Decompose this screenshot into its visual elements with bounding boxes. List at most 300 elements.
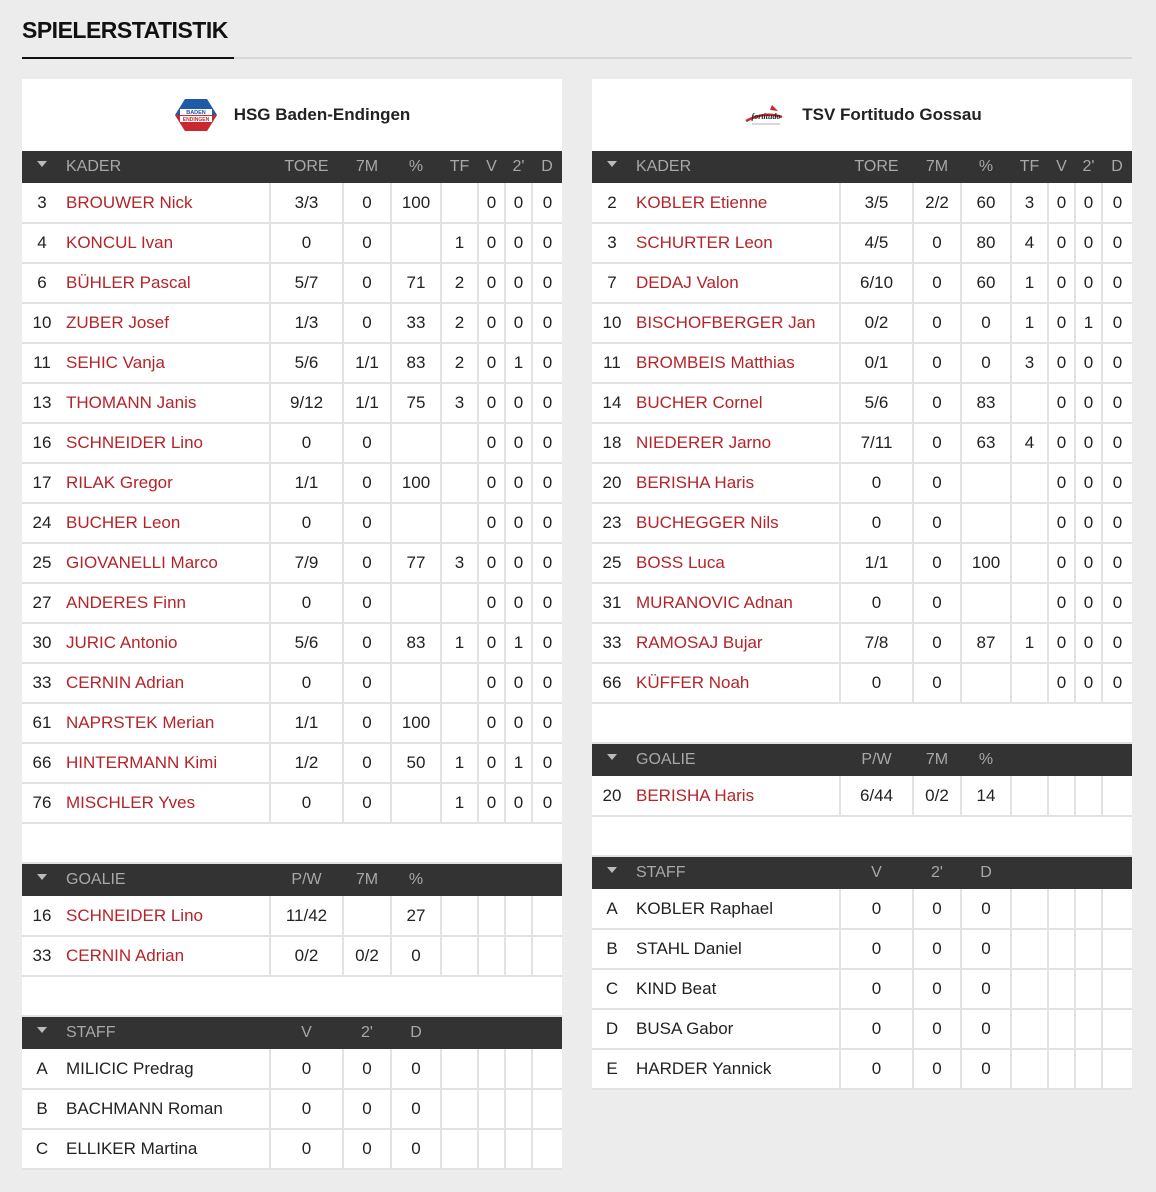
tore-cell: 3/3 xyxy=(270,183,343,223)
name-cell xyxy=(62,183,270,223)
m7-cell: 0 xyxy=(913,383,961,423)
empty-cell xyxy=(1011,1049,1048,1089)
player-name-link[interactable]: MURANOVIC Adnan xyxy=(636,593,793,612)
v-cell: 0 xyxy=(478,623,505,663)
z-cell: 0 xyxy=(1075,543,1102,583)
empty-cell xyxy=(505,1089,532,1129)
m7-cell: 0 xyxy=(913,463,961,503)
m7-cell: 0 xyxy=(343,623,391,663)
d-cell: 0 xyxy=(391,1089,441,1129)
column-header xyxy=(505,1017,532,1049)
player-name-link[interactable]: RAMOSAJ Bujar xyxy=(636,633,763,652)
empty-cell xyxy=(532,1089,562,1129)
pct-cell: 0 xyxy=(391,936,441,976)
player-name-link[interactable]: KÜFFER Noah xyxy=(636,673,750,692)
z-cell: 0 xyxy=(1075,343,1102,383)
m7-cell: 0 xyxy=(913,583,961,623)
empty-cell xyxy=(1048,929,1075,969)
tore-cell: 1/1 xyxy=(270,463,343,503)
d-cell: 0 xyxy=(1102,383,1132,423)
collapse-caret-icon[interactable] xyxy=(22,864,62,896)
v-cell: 0 xyxy=(478,583,505,623)
v-cell: 0 xyxy=(840,1009,913,1049)
name-cell xyxy=(632,223,840,263)
player-name-link[interactable]: BISCHOFBERGER Jan xyxy=(636,313,816,332)
player-name-link[interactable]: BÜHLER Pascal xyxy=(66,273,191,292)
nr-cell: 3 xyxy=(592,223,632,263)
nr-cell: B xyxy=(22,1089,62,1129)
player-name-link[interactable]: CERNIN Adrian xyxy=(66,946,185,965)
column-header xyxy=(1048,744,1075,776)
collapse-caret-icon[interactable] xyxy=(22,1017,62,1049)
pct-cell xyxy=(391,423,441,463)
column-header: D xyxy=(961,857,1011,889)
empty-cell xyxy=(505,1049,532,1089)
m7-cell: 0 xyxy=(913,543,961,583)
staff-name: MILICIC Predrag xyxy=(66,1058,194,1078)
nr-cell: 61 xyxy=(22,703,62,743)
column-header xyxy=(478,1017,505,1049)
tore-cell: 1/1 xyxy=(270,703,343,743)
z-cell: 0 xyxy=(505,263,532,303)
column-header: V xyxy=(270,1017,343,1049)
empty-cell xyxy=(505,896,532,936)
player-name-link[interactable]: KOBLER Etienne xyxy=(636,192,768,212)
column-header xyxy=(1011,857,1048,889)
pct-cell xyxy=(961,663,1011,703)
m7-cell: 1/1 xyxy=(343,343,391,383)
column-header: 2' xyxy=(505,151,532,183)
name-cell xyxy=(632,183,840,223)
z-cell: 0 xyxy=(343,1049,391,1089)
name-cell xyxy=(632,1049,840,1089)
name-cell xyxy=(62,743,270,783)
d-cell: 0 xyxy=(532,303,562,343)
player-row xyxy=(592,343,1132,383)
d-cell: 0 xyxy=(532,743,562,783)
player-name-link[interactable]: HINTERMANN Kimi xyxy=(66,753,218,772)
name-cell xyxy=(632,463,840,503)
collapse-caret-icon[interactable] xyxy=(592,151,632,183)
player-name-link[interactable]: SEHIC Vanja xyxy=(66,353,165,372)
tore-cell: 0 xyxy=(270,503,343,543)
player-row xyxy=(22,703,562,743)
page-header xyxy=(22,14,1132,59)
z-cell: 1 xyxy=(505,623,532,663)
d-cell: 0 xyxy=(532,223,562,263)
staff-row xyxy=(592,1049,1132,1089)
nr-cell: 66 xyxy=(592,663,632,703)
collapse-caret-icon[interactable] xyxy=(592,857,632,889)
pct-cell xyxy=(391,663,441,703)
z-cell: 0 xyxy=(505,463,532,503)
column-header: 7M xyxy=(913,151,961,183)
name-cell xyxy=(62,263,270,303)
column-header: D xyxy=(532,151,562,183)
fortitudo-gossau-logo xyxy=(742,97,786,133)
tore-cell: 1/2 xyxy=(270,743,343,783)
player-name-link[interactable]: BUCHER Cornel xyxy=(636,393,763,412)
staff-row xyxy=(22,1129,562,1169)
player-name-link[interactable]: BUCHER Leon xyxy=(66,513,181,532)
tf-cell: 3 xyxy=(1011,183,1048,223)
v-cell: 0 xyxy=(1048,663,1075,703)
empty-cell xyxy=(1102,1049,1132,1089)
svg-text:ENDINGEN: ENDINGEN xyxy=(182,117,209,123)
v-cell: 0 xyxy=(478,503,505,543)
player-name-link[interactable]: BERISHA Haris xyxy=(636,785,755,805)
empty-cell xyxy=(441,896,478,936)
pw-cell: 6/44 xyxy=(840,776,913,816)
player-name-link[interactable]: JURIC Antonio xyxy=(66,633,178,652)
nr-cell: B xyxy=(592,929,632,969)
d-cell: 0 xyxy=(1102,263,1132,303)
z-cell: 0 xyxy=(1075,663,1102,703)
m7-cell: 0 xyxy=(343,543,391,583)
empty-cell xyxy=(1102,929,1132,969)
d-cell: 0 xyxy=(532,463,562,503)
tf-cell: 3 xyxy=(441,543,478,583)
z-cell: 0 xyxy=(505,783,532,823)
nr-cell: 33 xyxy=(22,663,62,703)
column-header xyxy=(505,864,532,896)
name-cell xyxy=(62,1049,270,1089)
column-header: TF xyxy=(441,151,478,183)
pw-cell: 0/2 xyxy=(270,936,343,976)
staff-name: HARDER Yannick xyxy=(636,1059,772,1078)
name-cell xyxy=(632,969,840,1009)
empty-cell xyxy=(1075,969,1102,1009)
player-name-link[interactable]: ANDERES Finn xyxy=(66,593,186,612)
v-cell: 0 xyxy=(478,383,505,423)
d-cell: 0 xyxy=(532,183,562,223)
d-cell: 0 xyxy=(391,1129,441,1169)
section-spacer xyxy=(592,704,1132,744)
player-name-link[interactable]: BROUWER Nick xyxy=(66,192,193,212)
player-row xyxy=(22,183,562,223)
collapse-caret-icon[interactable] xyxy=(22,151,62,183)
staff-row xyxy=(22,1049,562,1089)
d-cell: 0 xyxy=(1102,623,1132,663)
empty-cell xyxy=(505,1129,532,1169)
player-name-link[interactable]: DEDAJ Valon xyxy=(636,273,739,292)
empty-cell xyxy=(1011,969,1048,1009)
pct-cell: 0 xyxy=(961,303,1011,343)
empty-cell xyxy=(1102,776,1132,816)
player-name-link[interactable]: BERISHA Haris xyxy=(636,473,755,492)
svg-text:fortitudo: fortitudo xyxy=(751,112,781,121)
tf-cell xyxy=(441,663,478,703)
name-cell xyxy=(62,896,270,936)
staff-name: BACHMANN Roman xyxy=(66,1099,223,1118)
tf-cell: 4 xyxy=(1011,223,1048,263)
m7-cell: 0 xyxy=(343,303,391,343)
column-header: 7M xyxy=(913,744,961,776)
player-row xyxy=(592,383,1132,423)
player-row xyxy=(592,423,1132,463)
goalie-table xyxy=(592,744,1132,817)
nr-cell: 11 xyxy=(592,343,632,383)
z-cell: 0 xyxy=(1075,383,1102,423)
player-row xyxy=(592,263,1132,303)
v-cell: 0 xyxy=(478,223,505,263)
empty-cell xyxy=(1011,1009,1048,1049)
pct-cell xyxy=(391,583,441,623)
player-row xyxy=(592,223,1132,263)
z-cell: 1 xyxy=(1075,303,1102,343)
collapse-caret-icon[interactable] xyxy=(592,744,632,776)
name-cell xyxy=(632,263,840,303)
tf-cell xyxy=(1011,543,1048,583)
column-header xyxy=(1102,857,1132,889)
empty-cell xyxy=(478,1089,505,1129)
pct-cell: 87 xyxy=(961,623,1011,663)
player-name-link[interactable]: THOMANN Janis xyxy=(66,393,197,412)
m7-cell: 0 xyxy=(343,423,391,463)
name-cell xyxy=(62,423,270,463)
pct-cell: 27 xyxy=(391,896,441,936)
tore-cell: 1/3 xyxy=(270,303,343,343)
m7-cell: 0 xyxy=(343,503,391,543)
m7-cell xyxy=(343,896,391,936)
name-cell xyxy=(632,583,840,623)
m7-cell: 0 xyxy=(913,503,961,543)
column-header: GOALIE xyxy=(62,864,270,896)
pct-cell: 60 xyxy=(961,263,1011,303)
tf-cell: 1 xyxy=(1011,263,1048,303)
tf-cell xyxy=(1011,663,1048,703)
v-cell: 0 xyxy=(478,463,505,503)
d-cell: 0 xyxy=(961,1049,1011,1089)
tf-cell: 2 xyxy=(441,343,478,383)
tf-cell: 4 xyxy=(1011,423,1048,463)
tf-cell: 1 xyxy=(1011,303,1048,343)
nr-cell: 33 xyxy=(22,936,62,976)
v-cell: 0 xyxy=(478,663,505,703)
d-cell: 0 xyxy=(532,543,562,583)
player-name-link[interactable]: ZUBER Josef xyxy=(66,313,169,332)
column-header: 7M xyxy=(343,151,391,183)
m7-cell: 0 xyxy=(343,223,391,263)
home-team-panel xyxy=(22,79,562,1170)
column-header: GOALIE xyxy=(632,744,840,776)
tf-cell xyxy=(1011,463,1048,503)
v-cell: 0 xyxy=(1048,223,1075,263)
tore-cell: 1/1 xyxy=(840,543,913,583)
m7-cell: 0 xyxy=(913,343,961,383)
m7-cell: 0/2 xyxy=(913,776,961,816)
player-row xyxy=(22,503,562,543)
z-cell: 0 xyxy=(505,223,532,263)
staff-name: STAHL Daniel xyxy=(636,939,742,958)
column-header xyxy=(1048,857,1075,889)
z-cell: 0 xyxy=(505,383,532,423)
d-cell: 0 xyxy=(1102,343,1132,383)
empty-cell xyxy=(478,896,505,936)
v-cell: 0 xyxy=(478,263,505,303)
nr-cell: 11 xyxy=(22,343,62,383)
pct-cell: 71 xyxy=(391,263,441,303)
player-name-link[interactable]: MISCHLER Yves xyxy=(66,793,196,812)
z-cell: 0 xyxy=(343,1129,391,1169)
m7-cell: 0 xyxy=(913,223,961,263)
nr-cell: C xyxy=(22,1129,62,1169)
name-cell xyxy=(62,1129,270,1169)
d-cell: 0 xyxy=(532,703,562,743)
d-cell: 0 xyxy=(532,343,562,383)
name-cell xyxy=(62,303,270,343)
z-cell: 0 xyxy=(1075,183,1102,223)
z-cell: 0 xyxy=(1075,623,1102,663)
z-cell: 0 xyxy=(1075,583,1102,623)
v-cell: 0 xyxy=(478,543,505,583)
player-row xyxy=(22,383,562,423)
staff-row xyxy=(592,929,1132,969)
table-header-row xyxy=(592,857,1132,889)
player-name-link[interactable]: GIOVANELLI Marco xyxy=(66,553,218,572)
nr-cell: C xyxy=(592,969,632,1009)
pct-cell: 100 xyxy=(391,463,441,503)
player-row xyxy=(22,783,562,823)
v-cell: 0 xyxy=(1048,583,1075,623)
nr-cell: 20 xyxy=(592,463,632,503)
pct-cell: 63 xyxy=(961,423,1011,463)
player-name-link[interactable]: CERNIN Adrian xyxy=(66,673,185,692)
v-cell: 0 xyxy=(840,889,913,929)
tf-cell xyxy=(441,423,478,463)
nr-cell: A xyxy=(592,889,632,929)
player-name-link[interactable]: BUCHEGGER Nils xyxy=(636,513,779,532)
player-name-link[interactable]: SCHURTER Leon xyxy=(636,233,773,252)
v-cell: 0 xyxy=(1048,463,1075,503)
v-cell: 0 xyxy=(478,303,505,343)
player-row xyxy=(592,583,1132,623)
pct-cell: 100 xyxy=(391,703,441,743)
d-cell: 0 xyxy=(391,1049,441,1089)
name-cell xyxy=(62,343,270,383)
staff-name: BUSA Gabor xyxy=(636,1019,734,1038)
z-cell: 0 xyxy=(1075,423,1102,463)
column-header: % xyxy=(391,864,441,896)
player-name-link[interactable]: KONCUL Ivan xyxy=(66,233,174,252)
z-cell: 0 xyxy=(913,1049,961,1089)
m7-cell: 0 xyxy=(343,263,391,303)
nr-cell: 25 xyxy=(592,543,632,583)
player-row xyxy=(22,583,562,623)
tore-cell: 0 xyxy=(270,663,343,703)
empty-cell xyxy=(1011,929,1048,969)
nr-cell: 20 xyxy=(592,776,632,816)
tf-cell: 1 xyxy=(1011,623,1048,663)
column-header: D xyxy=(391,1017,441,1049)
table-header-row xyxy=(22,864,562,896)
player-row xyxy=(592,543,1132,583)
nr-cell: 76 xyxy=(22,783,62,823)
empty-cell xyxy=(532,1049,562,1089)
v-cell: 0 xyxy=(1048,183,1075,223)
d-cell: 0 xyxy=(532,783,562,823)
pct-cell: 14 xyxy=(961,776,1011,816)
z-cell: 1 xyxy=(505,743,532,783)
tf-cell xyxy=(441,503,478,543)
player-name-link[interactable]: NAPRSTEK Merian xyxy=(66,713,215,732)
column-header: 7M xyxy=(343,864,391,896)
d-cell: 0 xyxy=(961,889,1011,929)
team-header xyxy=(592,79,1132,151)
player-name-link[interactable]: RILAK Gregor xyxy=(66,473,173,492)
name-cell xyxy=(632,889,840,929)
tf-cell xyxy=(1011,503,1048,543)
pct-cell: 50 xyxy=(391,743,441,783)
name-cell xyxy=(632,303,840,343)
column-header: V xyxy=(478,151,505,183)
m7-cell: 0 xyxy=(343,783,391,823)
z-cell: 0 xyxy=(505,583,532,623)
tore-cell: 6/10 xyxy=(840,263,913,303)
d-cell: 0 xyxy=(961,1009,1011,1049)
tf-cell: 2 xyxy=(441,263,478,303)
tf-cell xyxy=(1011,583,1048,623)
nr-cell: A xyxy=(22,1049,62,1089)
player-row xyxy=(592,503,1132,543)
column-header xyxy=(1075,744,1102,776)
tf-cell xyxy=(441,183,478,223)
m7-cell: 0 xyxy=(913,303,961,343)
z-cell: 0 xyxy=(505,423,532,463)
player-row xyxy=(592,463,1132,503)
staff-name: KOBLER Raphael xyxy=(636,898,774,918)
column-header: P/W xyxy=(270,864,343,896)
column-header: % xyxy=(391,151,441,183)
name-cell xyxy=(632,776,840,816)
goalie-row xyxy=(22,936,562,976)
name-cell xyxy=(632,423,840,463)
player-row xyxy=(22,463,562,503)
name-cell xyxy=(62,623,270,663)
m7-cell: 0/2 xyxy=(343,936,391,976)
v-cell: 0 xyxy=(1048,623,1075,663)
nr-cell: 7 xyxy=(592,263,632,303)
pct-cell: 83 xyxy=(961,383,1011,423)
v-cell: 0 xyxy=(1048,343,1075,383)
z-cell: 0 xyxy=(1075,223,1102,263)
player-name-link[interactable]: BOSS Luca xyxy=(636,553,725,572)
nr-cell: 16 xyxy=(22,423,62,463)
d-cell: 0 xyxy=(1102,223,1132,263)
pct-cell: 60 xyxy=(961,183,1011,223)
d-cell: 0 xyxy=(961,929,1011,969)
m7-cell: 2/2 xyxy=(913,183,961,223)
player-name-link[interactable]: BROMBEIS Matthias xyxy=(636,353,795,372)
player-name-link[interactable]: SCHNEIDER Lino xyxy=(66,433,203,452)
name-cell xyxy=(62,543,270,583)
player-name-link[interactable]: NIEDERER Jarno xyxy=(636,433,772,452)
tore-cell: 7/9 xyxy=(270,543,343,583)
column-header: 2' xyxy=(343,1017,391,1049)
staff-name: ELLIKER Martina xyxy=(66,1139,198,1158)
empty-cell xyxy=(505,936,532,976)
player-row xyxy=(592,663,1132,703)
m7-cell: 0 xyxy=(913,423,961,463)
pct-cell: 100 xyxy=(961,543,1011,583)
pct-cell xyxy=(391,503,441,543)
player-name-link[interactable]: SCHNEIDER Lino xyxy=(66,905,203,925)
v-cell: 0 xyxy=(1048,543,1075,583)
pct-cell xyxy=(961,583,1011,623)
nr-cell: 14 xyxy=(592,383,632,423)
name-cell xyxy=(62,703,270,743)
v-cell: 0 xyxy=(270,1049,343,1089)
